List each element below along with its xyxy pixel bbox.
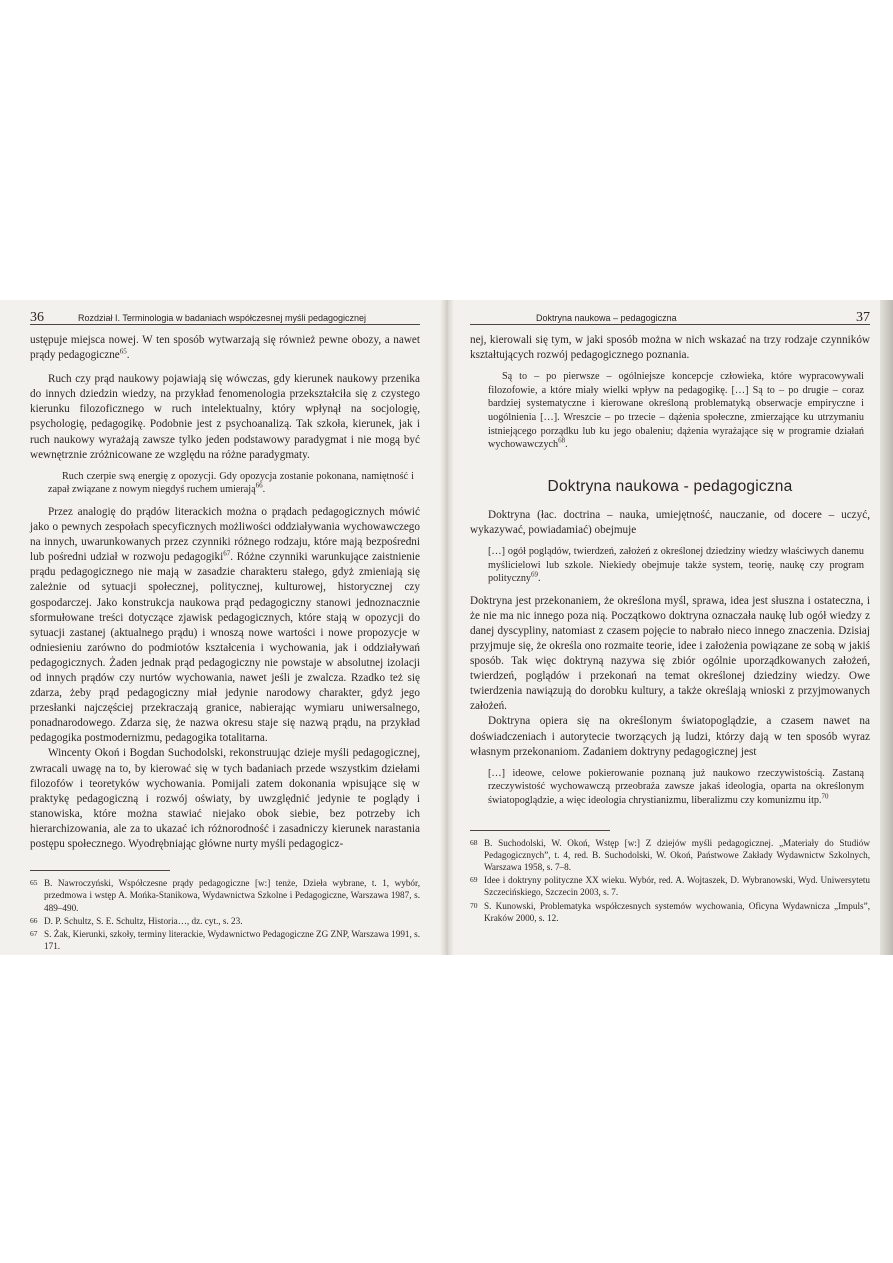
footnote-ref: 67 [223,549,231,558]
footnote: 70 S. Kunowski, Problematyka współczesnych systemów wychowania, Oficyna Wydawnicza „Impuls”, Kraków 2000, s. 12. [470,900,870,923]
footnote-ref: 68 [558,436,566,445]
running-head-title: Rozdział I. Terminologia w badaniach współczesnej myśli pedagogicznej [78,313,366,323]
paragraph: Ruch czy prąd naukowy pojawiają się wówczas, gdy kierunek naukowy przenika do innych dziedzin wiedzy, na przykład fenomenologia przekształciła się z czystego kierunku filozoficznego w ruch intelektualny, który wpłynął na socjologię, psychologię, pedagogikę. Podobnie jest z psychoanalizą. Tak szkoła, kierunek, jak i ruch naukowy wyrażają zawsze tylko jeden podstawowy paradygmat i nie mogą być wewnętrznie zróżnicowane ze względu na różne paradygmaty. [30,373,420,461]
right-page [470,300,870,925]
footnote-ref: 66 [255,481,263,490]
paragraph: Doktryna jest przekonaniem, że określona myśl, sprawa, idea jest słuszna i ostateczna, i że nie ma nic innego poza nią. Początkowo doktryna oznaczała naukę lub ogół wiedzy z danej dyscypliny, natomiast z czasem pojęcie to nabrało nieco innego znaczenia. Dzisiaj przyjmuje się, że określa ono rozmaite teorie, idee i założenia powiązane ze sobą w jakiś sposób. Tak więc doktryną nazywa się zbiór ogólnie uporządkowanych założeń, twierdzeń, poglądów i przekonań na temat określonej dziedziny wiedzy. Owe twierdzenia nawiązują do dorobku kultury, a także określają wnioski z przyjmowanych założeń. [470,594,870,713]
footnote-ref: 65 [119,347,127,356]
running-head-title: Doktryna naukowa – pedagogiczna [536,313,677,323]
paragraph: Doktryna opiera się na określonym światopoglądzie, a czasem nawet na doświadczeniach i autorytecie tworzących ją ludzi, którzy dają w ten sposób wyraz własnym przekonaniom. Zadaniem doktryny pedagogicznej jest [470,715,870,758]
paragraph: nej, kierowali się tym, w jaki sposób można w nich wskazać na trzy rodzaje czynników kształtujących rozwój pedagogicznego poznania. [470,334,870,362]
running-head [470,300,870,325]
page-number: 36 [30,310,44,325]
footnote-ref: 69 [531,570,539,579]
block-quote: Ruch czerpie swą energię z opozycji. Gdy opozycja zostanie pokonana, namiętność i zapał związane z nowym niegdyś ruchem umierają$^{66}$. [48,470,414,496]
section-heading: Doktryna naukowa - pedagogiczna [547,477,793,495]
book-gutter [440,300,454,955]
paragraph: Doktryna (łac. doctrina – nauka, umiejętność, nauczanie, od docere – uczyć, wykazywać, powiadamiać) obejmuje [470,508,870,536]
paragraph: Przez analogię do prądów literackich można o prądach pedagogicznych mówić jako o pewnych zespołach specyficznych możliwości oddziaływania wychowawczego na innych, uwarunkowanych przez czynniki różnego rodzaju, które mają bezpośredni lub pośredni udział w rozwoju pedagogiki$^{67}$. Różne czynniki warunkujące zaistnienie prądu pedagogicznego nie mają w zasadzie charakteru stałego, gdyż zmieniają się zależnie od sytuacji społecznej, politycznej, kulturowej, historycznej czy gospodarczej. Jako konstrukcja naukowa prąd pedagogiczny stanowi jednoznacznie sformułowane treści dotyczące zjawisk pedagogicznych, które stają w opozycji do sytuacji zastanej (aktualnego prądu) i wnoszą nowe wartości i nowe propozycje w odniesieniu zarówno do podmiotów kształcenia i wychowania, jak i oddziaływań pedagogicznych. Żaden jednak prąd pedagogiczny nie powstaje w absolutnej izolacji od innych prądów czy nurtów wychowania, nawet jeśli je zwalcza. Rzadko też się zdarza, żeby prąd pedagogiczny miał jedynie narodowy charakter, gdyż jego przesłanki najczęściej przekraczają granice, nabierając wymiaru uniwersalnego, ponadnarodowego. Zdarza się, że nazwa okresu staje się nazwą prądu, na przykład pedagogika postmodernizmu, pedagogika totalitarna. [30,505,421,745]
footnote: 66 D. P. Schultz, S. E. Schultz, Historia…, dz. cyt., s. 23. [30,915,243,926]
footnote: 68 B. Suchodolski, W. Okoń, Wstęp [w:] Z dziejów myśli pedagogicznej. „Materiały do Studiów Pedagogicznych”, t. 4, red. B. Suchodolski, W. Okoń, Państwowe Zakłady Wydawnictw Szkolnych, Warszawa 1958, s. 7–8. [470,837,870,872]
footnote: 69 Idee i doktryny polityczne XX wieku. Wybór, red. A. Wojtaszek, D. Wybranowski, Wyd. Uniwersytetu Szczecińskiego, Szczecin 2003, s. 7. [470,875,870,898]
footnote-divider [30,870,170,871]
footnote-divider [470,830,610,831]
page-edge [880,300,893,955]
footnotes [30,877,420,952]
paragraph: Wincenty Okoń i Bogdan Suchodolski, rekonstruując dzieje myśli pedagogicznej, zwracali uwagę na to, by kierować się w tych badaniach przede wszystkim dziełami filozofów i teoretyków wychowania. Pomijali zatem dokonania wpisujące się w praktykę pedagogiczną i rozwój oświaty, by uwzględnić jedynie te poglądy i stanowiska, które można stawiać niejako obok siebie, bez potrzeby ich hierarchizowania, ale za to ukazać ich różnorodność i zasadniczy kierunek narastania postępu społecznego. Wyodrębniając główne nurty myśli pedagogicz- [30,747,420,850]
left-page [30,300,420,953]
footnote: 67 S. Żak, Kierunki, szkoły, terminy literackie, Wydawnictwo Pedagogiczne ZG ZNP, Warszawa 1991, s. 171. [30,928,420,952]
page-number: 37 [856,310,870,325]
running-head [30,300,420,325]
paragraph: ustępuje miejsca nowej. W ten sposób wytwarzają się również pewne obozy, a nawet prądy pedagogiczne$^{65}$. [30,334,420,362]
footnote-ref: 70 [821,792,829,801]
footnote: 65 B. Nawroczyński, Współczesne prądy pedagogiczne [w:] tenże, Dzieła wybrane, t. 1, wybór, przedmowa i wstęp A. Mońka-Stanikowa, Wydawnictwa Szkolne i Pedagogiczne, Warszawa 1987, s. 489–490. [30,878,420,913]
block-quote: […] ideowe, celowe pokierowanie poznaną już naukowo rzeczywistością. Zastaną rzeczywistość wychowawczą przeobraża zawsze jakaś ideologia, oparta na określonym światopoglądzie, a więc ideologia chrystianizmu, liberalizmu czy komunizmu itp.$^{70}$ [488,767,864,806]
footnotes [470,837,870,924]
block-quote: Są to – po pierwsze – ogólniejsze koncepcje człowieka, które wypracowywali filozofowie, a które miały wielki wpływ na pedagogikę. […] Są to – po drugie – coraz bardziej systematyczne i kierowane określoną problematyką obserwacje empiryczne i uogólnienia […]. Wreszcie – po trzecie – dążenia społeczne, zmierzające ku utrzymaniu istniejącego porządku lub ku jego obaleniu; dążenia wyrażające się w programie działań wychowawczych$^{68}$. [488,371,864,451]
block-quote: […] ogół poglądów, twierdzeń, założeń z określonej dziedziny wiedzy właściwych danemu myślicielowi lub szkole. Niekiedy obejmuje także system, teorię, naukę czy program polityczny$^{69}$. [488,545,864,585]
